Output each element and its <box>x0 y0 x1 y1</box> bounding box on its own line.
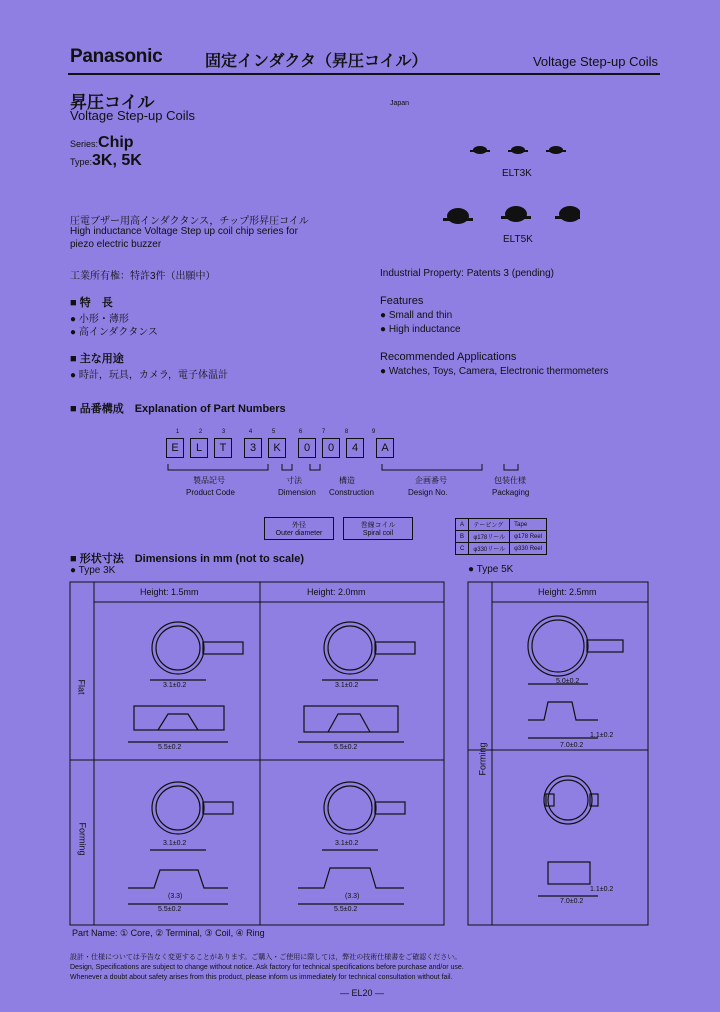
char-box: 0 <box>322 438 340 458</box>
header-title-en: Voltage Step-up Coils <box>532 54 658 69</box>
table-row: C φ330リール φ330 Reel <box>456 543 547 555</box>
dim-3-1-b: 3.1±0.2 <box>335 682 359 689</box>
country-label: Japan <box>390 100 410 107</box>
type5k-label: ● Type 5K <box>468 564 514 575</box>
property-en: Industrial Property: Patents 3 (pending) <box>380 268 554 279</box>
product-title-en: Voltage Step-up Coils <box>70 108 196 123</box>
dimensions-title: ■ 形状寸法 Dimensions in mm (not to scale) <box>70 553 305 565</box>
dim-5-5-d: 5.5±0.2 <box>334 906 358 913</box>
application-jp: ● 時計，玩具，カメラ，電子体温計 <box>70 370 229 381</box>
series-line: Series:Chip <box>70 134 134 151</box>
footer-en-2: Whenever a doubt about safety arises from this product, please inform us immediately for technical consultation without fail. <box>70 974 453 981</box>
idx: 6 <box>298 429 303 435</box>
dim-7-0-b: 7.0±0.2 <box>560 898 584 905</box>
brand-logo: Panasonic <box>70 46 163 67</box>
feature-jp-1: ● 小形・薄形 <box>70 314 129 325</box>
char-box: K <box>268 438 286 458</box>
dim-3-1-a: 3.1±0.2 <box>163 682 187 689</box>
type-line: Type:3K, 5K <box>70 152 142 169</box>
idx: 5 <box>271 429 276 435</box>
dim-5-0: 5.0±0.2 <box>556 678 580 685</box>
forming-label-5k: Forming <box>477 742 488 776</box>
footer-en-1: Design, Specifications are subject to change without notice. Ask factory for technical specifications before purchase and/or use. <box>70 964 464 971</box>
dim-box: 外径 Outer diameter <box>264 517 334 540</box>
table-row: A テーピング Tape <box>456 519 547 531</box>
product-title-jp: 昇圧コイル <box>70 93 155 112</box>
table-row: B φ178リール φ178 Reel <box>456 531 547 543</box>
dim-7-0-a: 7.0±0.2 <box>560 742 584 749</box>
group-construction-en: Construction <box>329 488 374 497</box>
header-title-jp: 固定インダクタ（昇圧コイル） <box>205 53 428 70</box>
header-rule <box>68 73 660 75</box>
application-en: ● Watches, Toys, Camera, Electronic thermometers <box>380 366 609 377</box>
description-en-2: piezo electric buzzer <box>70 239 162 250</box>
features-title-jp: ■ 特 長 <box>70 297 113 309</box>
group-product-jp: 製品記号 <box>193 476 225 485</box>
dim-5-5-b: 5.5±0.2 <box>334 744 358 751</box>
dim-1-1-a: 1.1±0.2 <box>590 732 614 739</box>
group-packaging-en: Packaging <box>492 488 530 497</box>
char-box: A <box>376 438 394 458</box>
dim-5-5-c: 5.5±0.2 <box>158 906 182 913</box>
height-25: Height: 2.5mm <box>538 587 597 597</box>
dim-5-5-a: 5.5±0.2 <box>158 744 182 751</box>
dim-3-3-b: (3.3) <box>345 893 360 900</box>
char-box: 4 <box>346 438 364 458</box>
feature-en-2: ● High inductance <box>380 324 461 335</box>
group-dimension-en: Dimension <box>278 488 316 497</box>
elt5k-label: ELT5K <box>503 234 533 245</box>
dim-3-1-c: 3.1±0.2 <box>163 840 187 847</box>
idx: 4 <box>248 429 253 435</box>
part-number-boxes <box>166 438 546 458</box>
flat-label: Flat <box>76 679 87 695</box>
idx: 2 <box>198 429 203 435</box>
dim-3-1-d: 3.1±0.2 <box>335 840 359 847</box>
part-names: Part Name: ① Core, ② Terminal, ③ Coil, ④ Ring <box>72 928 265 938</box>
char-box: 3 <box>244 438 262 458</box>
description-en-1: High inductance Voltage Step up coil chip series for <box>70 226 298 237</box>
idx: 1 <box>175 429 180 435</box>
idx: 8 <box>344 429 349 435</box>
property-jp: 工業所有権：特許3件（出願中） <box>70 271 216 282</box>
packaging-table <box>455 518 547 555</box>
part-numbers-title: ■ 品番構成 Explanation of Part Numbers <box>70 403 286 415</box>
con-box: 巻線コイル Spiral coil <box>343 517 413 540</box>
feature-en-1: ● Small and thin <box>380 310 453 321</box>
group-construction-jp: 構造 <box>339 476 355 485</box>
part-number-indices <box>166 420 526 438</box>
feature-jp-2: ● 高インダクタンス <box>70 327 158 338</box>
page-number: — EL20 — <box>340 988 385 998</box>
char-box: T <box>214 438 232 458</box>
description-jp: 圧電ブザー用高インダクタンス，チップ形昇圧コイル <box>70 216 309 227</box>
group-product-en: Product Code <box>186 488 235 497</box>
applications-title-en: Recommended Applications <box>380 351 517 363</box>
footer-jp: 設計・仕様については予告なく変更することがあります。ご購入・ご使用に際しては，弊社の技術仕様書をご確認ください。 <box>70 954 462 961</box>
type3k-label: ● Type 3K <box>70 565 116 576</box>
applications-title-jp: ■ 主な用途 <box>70 353 124 365</box>
group-design-en: Design No. <box>408 488 448 497</box>
idx: 3 <box>221 429 226 435</box>
char-box: 0 <box>298 438 316 458</box>
dimension-drawings <box>68 580 652 930</box>
idx: 7 <box>321 429 326 435</box>
dim-3-3-a: (3.3) <box>168 893 183 900</box>
forming-label-3k: Forming <box>77 822 88 856</box>
dim-1-1-b: 1.1±0.2 <box>590 886 614 893</box>
idx: 9 <box>371 429 376 435</box>
group-packaging-jp: 包装仕様 <box>494 476 526 485</box>
group-dimension-jp: 寸法 <box>286 476 302 485</box>
elt3k-label: ELT3K <box>502 168 532 179</box>
height-20: Height: 2.0mm <box>307 587 366 597</box>
char-box: L <box>190 438 208 458</box>
features-title-en: Features <box>380 295 424 307</box>
char-box: E <box>166 438 184 458</box>
height-15: Height: 1.5mm <box>140 587 199 597</box>
group-design-jp: 企画番号 <box>415 476 447 485</box>
